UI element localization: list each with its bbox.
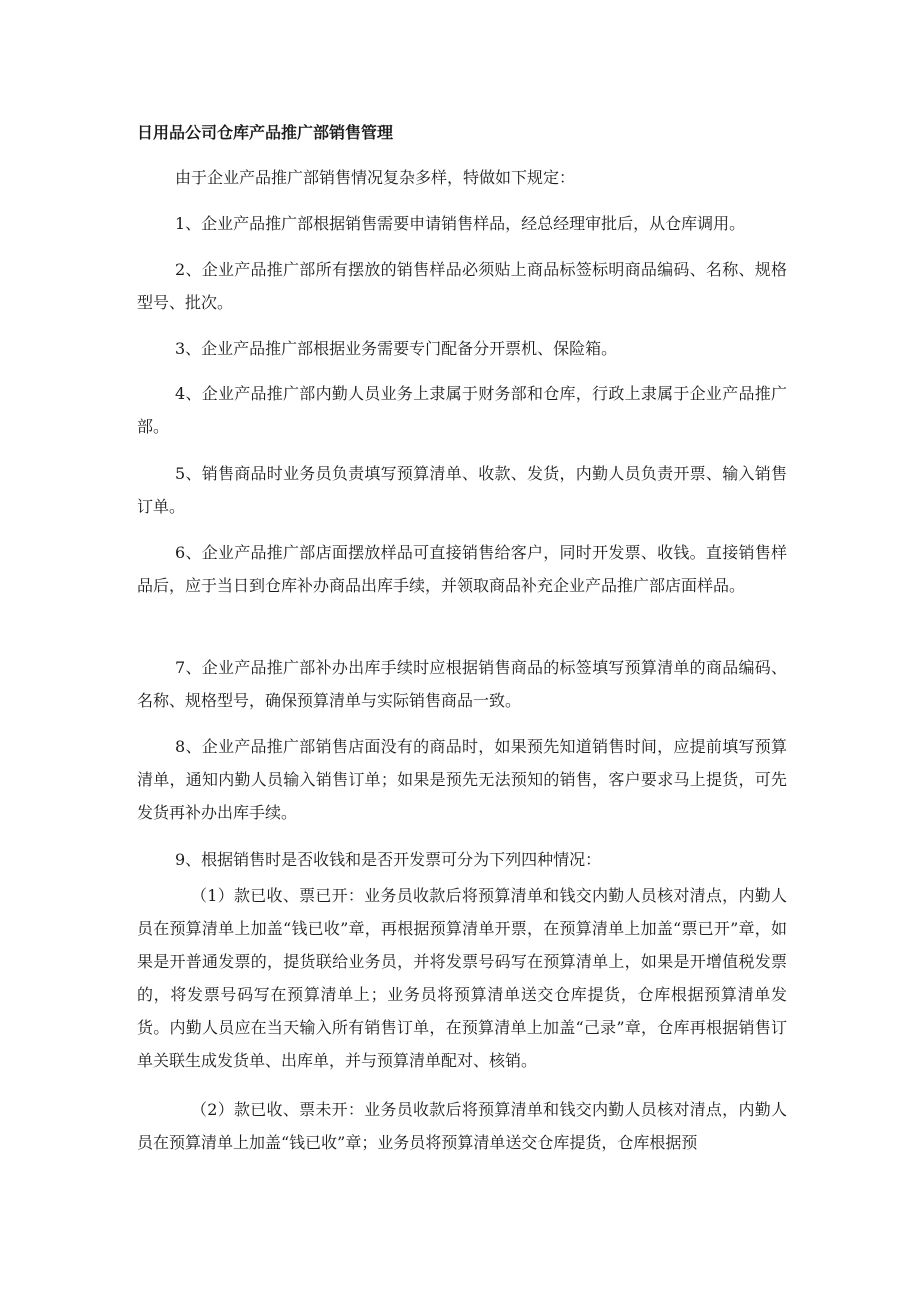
rule-2-paragraph: 2、企业产品推广部所有摆放的销售样品必须贴上商品标签标明商品编码、名称、规格型号、批次。	[137, 260, 787, 312]
intro-paragraph: 由于企业产品推广部销售情况复杂多样，特做如下规定：	[175, 168, 576, 187]
rule-1-paragraph: 1、企业产品推广部根据销售需要申请销售样品，经总经理审批后，从仓库调用。	[175, 214, 746, 233]
case-1-paragraph: （1）款已收、票已开：业务员收款后将预算清单和钱交内勤人员核对清点，内勤人员在预算清单上加盖“钱已收”章，再根据预算清单开票，在预算清单上加盖“票已开”章，如果是开普通发票的，提货联给业务员，并将发票号码写在预算清单上，如果是开增值税发票的，将发票号码写在预算清单上；业务员将预算清单送交仓库提货，仓库根据预算清单发货。内勤人员应在当天输入所有销售订单，在预算清单上加盖“己录”章，仓库再根据销售订单关联生成发货单、出库单，并与预算清单配对、核销。	[137, 886, 787, 1070]
rule-4-paragraph: 4、企业产品推广部内勤人员业务上隶属于财务部和仓库，行政上隶属于企业产品推广部。	[137, 384, 787, 436]
document-title: 日用品公司仓库产品推广部销售管理	[137, 123, 394, 142]
rule-6-paragraph: 6、企业产品推广部店面摆放样品可直接销售给客户，同时开发票、收钱。直接销售样品后，应于当日到仓库补办商品出库手续，并领取商品补充企业产品推广部店面样品。	[137, 543, 787, 595]
rule-7-paragraph: 7、企业产品推广部补办出库手续时应根据销售商品的标签填写预算清单的商品编码、名称、规格型号，确保预算清单与实际销售商品一致。	[137, 658, 787, 710]
rule-9-paragraph: 9、根据销售时是否收钱和是否开发票可分为下列四种情况：	[175, 850, 602, 869]
rule-3-paragraph: 3、企业产品推广部根据业务需要专门配备分开票机、保险箱。	[175, 339, 618, 358]
rule-5-paragraph: 5、销售商品时业务员负责填写预算清单、收款、发货，内勤人员负责开票、输入销售订单。	[137, 464, 787, 516]
case-2-paragraph: （2）款已收、票未开：业务员收款后将预算清单和钱交内勤人员核对清点，内勤人员在预算清单上加盖“钱已收”章；业务员将预算清单送交仓库提货，仓库根据预	[137, 1100, 787, 1152]
rule-8-paragraph: 8、企业产品推广部销售店面没有的商品时，如果预先知道销售时间，应提前填写预算清单，通知内勤人员输入销售订单；如果是预先无法预知的销售，客户要求马上提货，可先发货再补办出库手续。	[137, 737, 787, 822]
